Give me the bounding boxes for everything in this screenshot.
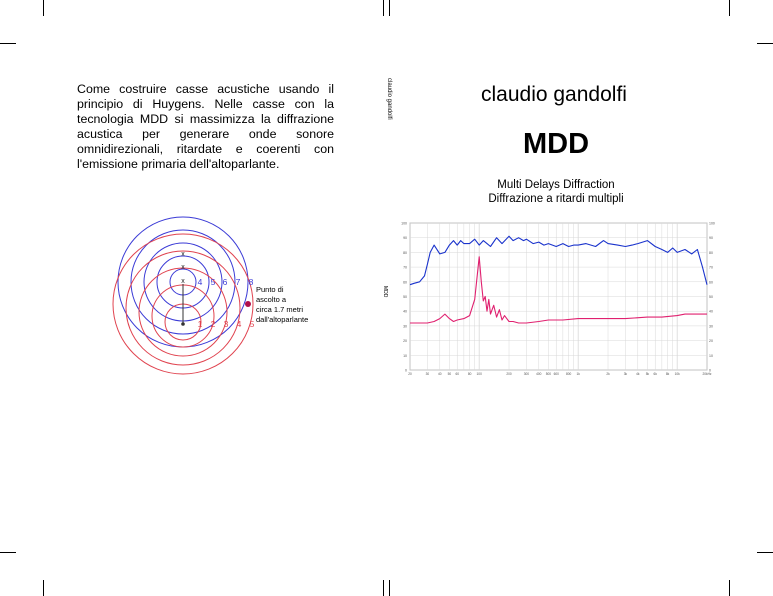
- red-delay-label: 5: [249, 319, 255, 329]
- chart-y-tick-label: 100: [401, 221, 407, 226]
- blue-delay-label: 5: [210, 277, 216, 287]
- chart-y-tick-label: 80: [403, 250, 407, 255]
- listening-note-line: dall'altoparlante: [256, 315, 309, 324]
- red-delay-label: 2: [210, 319, 216, 329]
- chart-x-tick-label: 800: [565, 372, 572, 376]
- chart-y-tick-label: 0: [405, 368, 407, 373]
- chart-y-label: MDD: [382, 286, 388, 298]
- chart-y-tick-label: 100: [709, 221, 715, 226]
- red-delay-label: 3: [223, 319, 229, 329]
- listening-note-line: circa 1.7 metri: [256, 305, 304, 314]
- chart-y-tick-label: 60: [403, 280, 407, 285]
- red-delay-label: 4: [236, 319, 242, 329]
- chart-y-tick-label: 30: [709, 324, 713, 329]
- author-name: claudio gandolfi: [481, 83, 627, 106]
- source-x-marker: x: [181, 264, 185, 271]
- chart-x-tick-label: 5k: [645, 372, 650, 376]
- chart-y-tick-label: 40: [709, 309, 713, 314]
- listening-note-line: Punto di: [256, 285, 284, 294]
- chart-x-tick-label: 40: [438, 372, 442, 376]
- listening-note-line: ascolto a: [256, 295, 287, 304]
- chart-y-tick-label: 10: [403, 353, 407, 358]
- chart-y-tick-label: 40: [403, 309, 407, 314]
- chart-x-tick-label: 300: [523, 372, 530, 376]
- chart-x-tick-label: 8k: [665, 372, 670, 376]
- chart-y-tick-label: 30: [403, 324, 407, 329]
- intro-paragraph: Come costruire casse acustiche usando il principio di Huygens. Nelle casse con la tecnologia MDD si massimizza la diffrazione acustica per generare onde sonore omnidirezionali, ritardate e coerenti con l'emissione primaria dell'altoparlante.: [77, 82, 334, 171]
- chart-x-tick-label: 20: [408, 372, 412, 376]
- chart-x-tick-label: 60: [455, 372, 460, 376]
- chart-y-tick-label: 90: [709, 236, 713, 241]
- spine-label: claudio gandolfi: [386, 78, 392, 120]
- chart-y-tick-label: 80: [709, 250, 713, 255]
- chart-y-tick-label: 70: [709, 265, 713, 270]
- chart-x-tick-label: 6k: [653, 372, 657, 376]
- chart-y-tick-label: 50: [403, 295, 407, 299]
- chart-x-tick-label: 2k: [606, 372, 610, 376]
- blue-delay-label: 6: [222, 277, 228, 287]
- chart-x-tick-label: 30: [425, 372, 430, 376]
- blue-delay-label: 4: [197, 277, 203, 287]
- chart-y-tick-label: 10: [709, 353, 713, 358]
- chart-x-tick-label: 100: [476, 372, 482, 376]
- chart-x-tick-label: 80: [467, 372, 472, 376]
- chart-y-tick-label: 0: [709, 368, 711, 373]
- red-delay-label: 1: [197, 319, 203, 329]
- chart-x-tick-label: 20kHz: [702, 372, 712, 376]
- chart-y-tick-label: 20: [709, 339, 713, 344]
- chart-y-tick-label: 60: [709, 280, 713, 285]
- chart-x-tick-label: 3k: [623, 372, 628, 376]
- chart-x-tick-label: 4k: [636, 372, 640, 376]
- chart-x-tick-label: 500: [545, 372, 552, 376]
- chart-y-tick-label: 70: [403, 265, 407, 270]
- blue-delay-label: 7: [235, 277, 241, 287]
- subtitle-line: Diffrazione a ritardi multipli: [488, 193, 624, 205]
- subtitle-line: Multi Delays Diffraction: [497, 179, 615, 191]
- chart-y-tick-label: 90: [403, 236, 407, 241]
- chart-y-tick-label: 20: [403, 339, 407, 344]
- chart-x-tick-label: 200: [506, 372, 512, 376]
- chart-x-tick-label: 1k: [576, 372, 580, 376]
- chart-y-tick-label: 50: [709, 295, 713, 299]
- book-title: MDD: [522, 128, 590, 160]
- chart-x-tick-label: 400: [536, 372, 542, 376]
- chart-x-tick-label: 600: [553, 372, 559, 376]
- chart-x-tick-label: 50: [447, 372, 452, 376]
- source-x-marker: x: [181, 251, 185, 258]
- blue-delay-label: 8: [248, 277, 254, 287]
- chart-x-tick-label: 10k: [674, 372, 680, 376]
- source-x-marker: x: [181, 278, 185, 285]
